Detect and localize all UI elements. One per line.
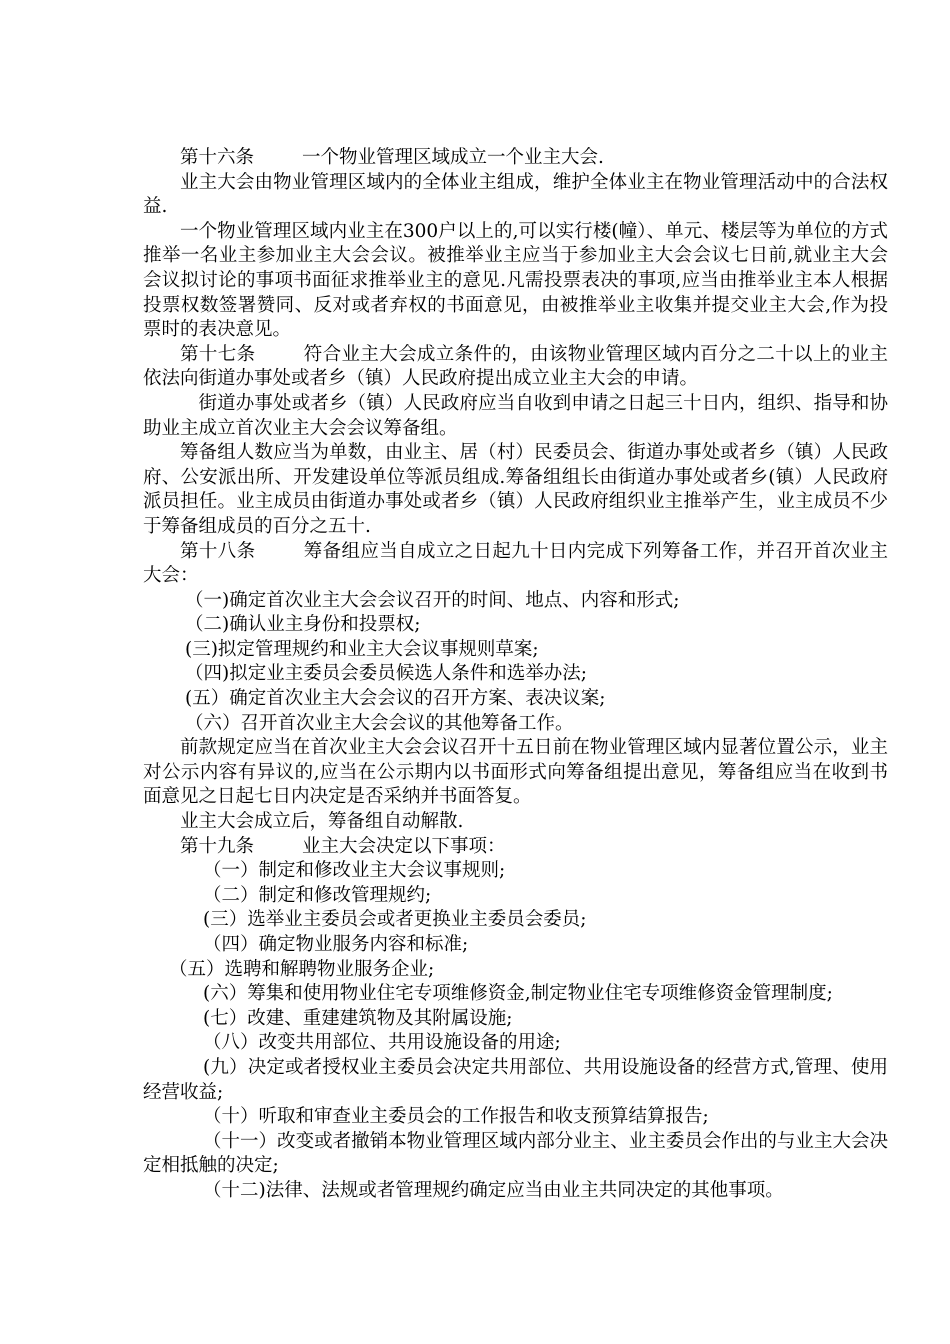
list-item: (七）改建、重建建筑物及其附属设施; <box>203 1007 513 1029</box>
article-number: 第十七条 <box>180 343 256 365</box>
list-item: （八）改变共用部位、共用设施设备的用途; <box>203 1032 561 1054</box>
list-item: （一）制定和修改业主大会议事规则; <box>203 860 506 882</box>
list-item: (三)拟定管理规约和业主大会议事规则草案; <box>185 638 539 660</box>
paragraph: 一个物业管理区域内业主在300户以上的,可以实行楼(幢）、单元、楼层等为单位的方式推举一名业主参加业主大会会议。被推举业主应当于参加业主大会会议七日前,就业主大会会议拟讨论的事项书面征求推举业主的意见.凡需投票表决的事项,应当由推举业主本人根据投票权数签署赞同、反对或者弃权的书面意见，由被推举业主收集并提交业主大会,作为投票时的表决意见。 <box>143 220 888 341</box>
list-item: （四)拟定业主委员会委员候选人条件和选举办法; <box>185 663 587 685</box>
list-item: (五）确定首次业主大会会议的召开方案、表决议案; <box>185 688 606 710</box>
article-number: 第十六条 <box>180 147 255 168</box>
list-item: (九）决定或者授权业主委员会决定共用部位、共用设施设备的经营方式,管理、使用经营收益; <box>143 1056 888 1103</box>
article-text: 筹备组应当自成立之日起九十日内完成下列筹备工作，并召开首次业主大会： <box>143 540 888 587</box>
list-item: （四）确定物业服务内容和标准; <box>203 934 469 955</box>
article-16 <box>143 146 888 171</box>
list-item: (三）选举业主委员会或者更换业主委员会委员; <box>203 909 587 931</box>
list-item: （二）制定和修改管理规约; <box>203 884 432 906</box>
paragraph: 前款规定应当在首次业主大会会议召开十五日前在物业管理区域内显著位置公示，业主对公示内容有异议的,应当在公示期内以书面形式向筹备组提出意见，筹备组应当在收到书面意见之日起七日内决定是否采纳并书面答复。 <box>143 737 888 808</box>
list-item: (六）筹集和使用物业住宅专项维修资金,制定物业住宅专项维修资金管理制度; <box>203 983 833 1005</box>
list-item: （六）召开首次业主大会会议的其他筹备工作。 <box>185 712 574 734</box>
article-text: 符合业主大会成立条件的，由该物业管理区域内百分之二十以上的业主依法向街道办事处或者乡（镇）人民政府提出成立业主大会的申请。 <box>143 343 888 390</box>
paragraph: 业主大会由物业管理区域内的全体业主组成，维护全体业主在物业管理活动中的合法权益. <box>143 171 888 218</box>
paragraph: 筹备组人数应当为单数，由业主、居（村）民委员会、街道办事处或者乡（镇）人民政府、公安派出所、开发建设单位等派员组成.筹备组组长由街道办事处或者乡(镇）人民政府派员担任。业主成员由街道办事处或者乡（镇）人民政府组织业主推举产生，业主成员不少于筹备组成员的百分之五十. <box>143 442 888 537</box>
article-number: 第十八条 <box>180 540 256 562</box>
article-18 <box>143 540 888 589</box>
list-item: （十）听取和审查业主委员会的工作报告和收支预算结算报告; <box>203 1106 709 1128</box>
paragraph: 街道办事处或者乡（镇）人民政府应当自收到申请之日起三十日内，组织、指导和协助业主成立首次业主大会会议筹备组。 <box>143 392 888 439</box>
paragraph: 业主大会成立后，筹备组自动解散. <box>180 811 464 833</box>
document-body <box>143 146 888 1204</box>
list-item: （十二)法律、法规或者管理规约确定应当由业主共同决定的其他事项。 <box>203 1179 784 1201</box>
article-number: 第十九条 <box>180 835 255 857</box>
list-item: （五）选聘和解聘物业服务企业; <box>169 958 435 980</box>
list-item: （十一）改变或者撤销本物业管理区域内部分业主、业主委员会作出的与业主大会决定相抵触的决定; <box>143 1130 888 1177</box>
article-text: 业主大会决定以下事项： <box>302 835 506 857</box>
article-19 <box>143 835 888 860</box>
list-item: （二)确认业主身份和投票权; <box>185 614 421 636</box>
article-text: 一个物业管理区域成立一个业主大会. <box>302 147 604 168</box>
list-item: （一)确定首次业主大会会议召开的时间、地点、内容和形式; <box>185 589 680 611</box>
article-17 <box>143 343 888 392</box>
